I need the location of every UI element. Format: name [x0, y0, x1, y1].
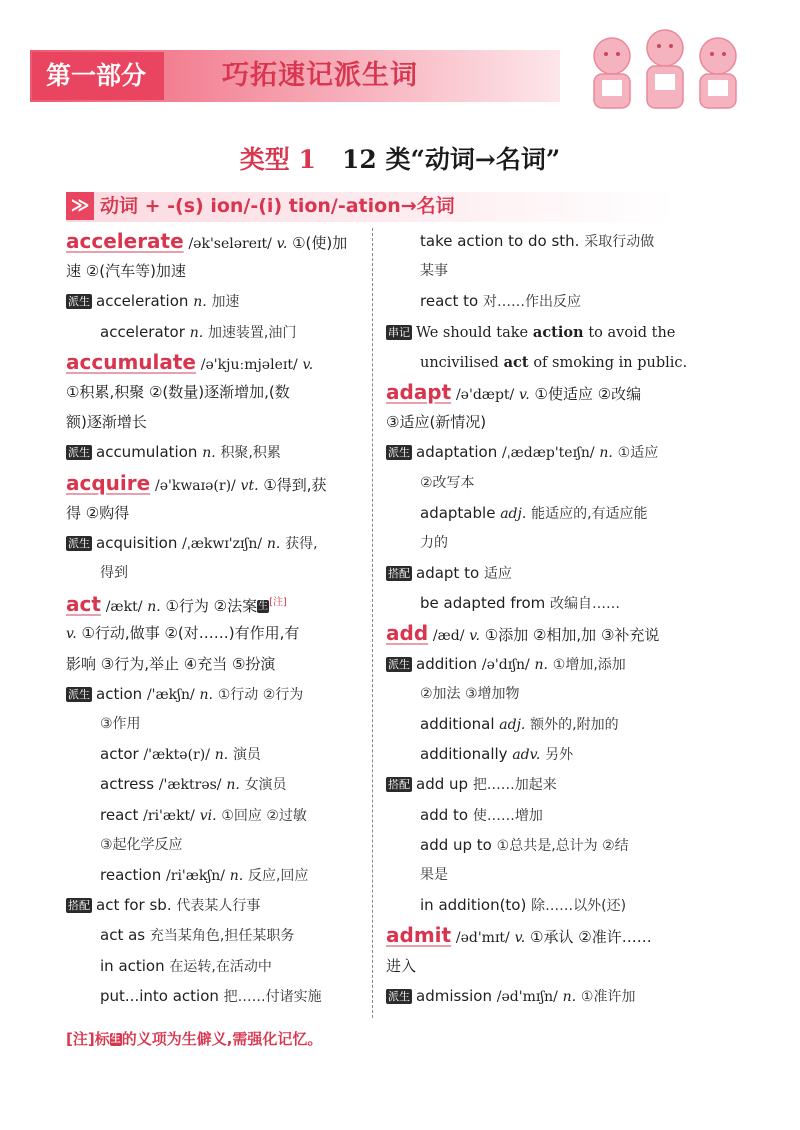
- derivative-meaning: 积聚,积累: [220, 445, 281, 462]
- derivative-word: additionally: [420, 745, 508, 764]
- phrase: in addition(to): [420, 896, 527, 915]
- derivative-line: [66, 739, 368, 769]
- collocation-line: [386, 588, 682, 618]
- subheader-text: 动词 + -(s) ion/-(i) tion/-ation→名词: [100, 195, 455, 217]
- collocation-line: [66, 920, 368, 950]
- derive-tag: 派生: [388, 657, 410, 671]
- sentence-part: uncivilised: [420, 354, 499, 371]
- derivative-word: react: [100, 805, 139, 824]
- type-title: [0, 140, 800, 176]
- phrase-meaning-cont: 某事: [420, 263, 448, 280]
- phonetic: /ə'kwaɪə(r)/: [154, 477, 236, 494]
- entry-headword-line: [66, 347, 368, 377]
- sentence-part: to avoid the: [588, 324, 676, 341]
- part-of-speech: vi.: [199, 807, 217, 824]
- part-of-speech: n.: [266, 535, 281, 552]
- phrase-meaning: 除……以外(还): [531, 898, 627, 915]
- headword: acquire: [66, 470, 151, 495]
- derivative-meaning-cont: ②改写本: [420, 474, 475, 491]
- derivative-meaning: 额外的,附加的: [530, 717, 619, 733]
- phrase-meaning: 把……付诸实施: [223, 988, 322, 1005]
- collocation-line: [66, 951, 368, 981]
- phrase-meaning: 代表某人行事: [176, 898, 261, 915]
- phonetic: /ə'dɪʃn/: [481, 656, 530, 673]
- sentence-part: of smoking in public.: [533, 354, 688, 371]
- definition: ①(使)加: [292, 234, 348, 252]
- derivative-meaning: 另外: [545, 747, 574, 764]
- phonetic: /'æktrəs/: [158, 777, 222, 794]
- phonetic: /ri'ækʃn/: [166, 867, 225, 884]
- derivative-line: [66, 437, 368, 467]
- collocation-line: [386, 800, 682, 830]
- derivative-word: admission: [416, 986, 492, 1005]
- part-of-speech: adj.: [500, 505, 527, 522]
- derivative-line: [66, 679, 368, 709]
- part-of-speech: v.: [469, 628, 480, 645]
- derive-tag: 派生: [68, 687, 90, 701]
- derive-tag: 派生: [388, 989, 410, 1003]
- derivative-meaning-cont: ③起化学反应: [100, 836, 183, 853]
- definition-line: [66, 618, 368, 648]
- right-column: [386, 226, 688, 1011]
- part-of-speech: n.: [202, 445, 216, 462]
- phonetic: /əd'mɪʃn/: [496, 988, 558, 1005]
- phonetic: /'æktə(r)/: [143, 747, 210, 764]
- part-of-speech: n.: [599, 445, 613, 462]
- part-of-speech: n.: [193, 294, 207, 311]
- part-of-speech: n.: [214, 747, 229, 764]
- phrase: in action: [100, 956, 165, 975]
- part-of-speech: v.: [302, 356, 314, 373]
- definition: ①承认 ②准许……: [530, 928, 652, 947]
- collocation-line: [386, 830, 682, 860]
- definition-cont: 得 ②购得: [66, 503, 130, 522]
- rare-meaning-badge: 生: [110, 1034, 121, 1045]
- definition: ①积累,积聚 ②(数量)逐渐增加,(数: [66, 382, 290, 401]
- phrase-meaning: 适应: [483, 566, 512, 583]
- part-of-speech: n.: [229, 867, 244, 884]
- phrase-meaning: ①总共是,总计为 ②结: [496, 837, 629, 854]
- phrase: add up: [416, 775, 469, 794]
- definition-cont: 额)逐渐增长: [66, 413, 147, 432]
- part-of-speech: adj.: [499, 717, 526, 733]
- derivative-line: [66, 860, 368, 890]
- example-sentence-line: [386, 347, 688, 377]
- definition: ①行动,做事 ②(对……)有作用,有: [81, 624, 300, 643]
- left-column: [66, 226, 368, 1011]
- phonetic: /æd/: [432, 628, 465, 645]
- derivative-word: accelerator: [100, 322, 185, 341]
- collocation-tag: 搭配: [68, 899, 90, 913]
- derivative-word: accumulation: [96, 443, 198, 462]
- sentence-keyword: act: [503, 353, 529, 371]
- phrase: put...into action: [100, 986, 219, 1005]
- headword: add: [386, 621, 429, 646]
- phrase: act as: [100, 926, 146, 945]
- phrase-meaning-cont: 果是: [420, 866, 448, 883]
- derivative-line: [386, 709, 682, 739]
- part-of-speech: n.: [534, 656, 548, 673]
- note-tag: 串记: [388, 325, 410, 339]
- collocation-line: [386, 769, 682, 799]
- derive-tag: 派生: [68, 295, 90, 309]
- phrase-meaning: 充当某角色,担任某职务: [149, 928, 295, 945]
- derivative-line: [66, 286, 368, 316]
- part-of-speech: v.: [66, 626, 77, 643]
- part-of-speech: n.: [562, 988, 577, 1005]
- collocation-line: [386, 286, 682, 316]
- phrase: act for sb.: [96, 896, 172, 915]
- sentence-keyword: action: [532, 323, 584, 341]
- phonetic: /əd'mɪt/: [455, 930, 510, 947]
- entry-headword-line: [386, 377, 682, 407]
- derivative-word: acceleration: [96, 292, 189, 311]
- phrase: adapt to: [416, 564, 480, 583]
- cartoon-mascots-illustration: [580, 18, 750, 113]
- definition-cont: 进入: [386, 956, 417, 975]
- definition-cont: 影响 ③行为,举止 ④充当 ⑤扮演: [66, 654, 276, 673]
- footnote-prefix: [注]标: [66, 1030, 110, 1048]
- definition: ①添加 ②相加,加 ③补充说: [484, 626, 660, 645]
- type-number: 类型 1: [239, 145, 316, 174]
- derivative-meaning: 获得,: [285, 535, 318, 552]
- derive-tag: 派生: [68, 536, 90, 550]
- footnote: [66, 1028, 322, 1049]
- part-label: 第一部分: [32, 52, 164, 100]
- phrase: take action to do sth.: [420, 232, 580, 250]
- headword: accelerate: [66, 229, 184, 253]
- phrase: add to: [420, 805, 469, 824]
- phonetic: /ək'seləreɪt/: [188, 236, 272, 252]
- collocation-line: [386, 226, 682, 256]
- derivative-word: addition: [416, 654, 478, 673]
- derive-tag: 派生: [68, 446, 90, 460]
- derivative-line: [386, 437, 682, 467]
- derivative-word: adaptable: [420, 503, 496, 522]
- derivative-meaning-cont: ②加法 ③增加物: [420, 685, 520, 702]
- part-of-speech: v.: [519, 386, 530, 403]
- phonetic: /ˌækwɪ'zɪʃn/: [182, 535, 263, 552]
- collocation-line: [386, 558, 682, 588]
- part-of-speech: v.: [514, 930, 526, 947]
- derivative-meaning: ①行动 ②行为: [217, 686, 304, 703]
- derivative-meaning: ①适应: [617, 445, 659, 462]
- phrase: add up to: [420, 835, 492, 854]
- phonetic: /ə'dæpt/: [455, 386, 515, 403]
- derivative-line: [386, 498, 682, 528]
- derivative-word: adaptation: [416, 443, 498, 462]
- derivative-word: actor: [100, 745, 139, 764]
- definition-cont: 速 ②(汽车等)加速: [66, 262, 186, 281]
- derivative-line: [66, 800, 368, 830]
- collocation-line: [386, 890, 682, 920]
- phrase-meaning: 使……增加: [472, 807, 543, 824]
- phonetic: /ri'ækt/: [143, 807, 195, 824]
- derivative-meaning: 加速: [211, 294, 240, 311]
- definition: ①得到,获: [263, 475, 327, 494]
- entry-headword-line: [66, 588, 368, 618]
- headword: accumulate: [66, 349, 196, 374]
- derivative-meaning: ①准许加: [580, 988, 636, 1005]
- phonetic: /ækt/: [105, 599, 143, 616]
- derivative-word: additional: [420, 715, 495, 733]
- part-title: 巧拓速记派生词: [222, 60, 418, 91]
- derivative-line: [66, 528, 368, 558]
- derivative-word: action: [96, 684, 143, 703]
- sentence-part: We should take: [416, 324, 529, 341]
- derivative-word: acquisition: [96, 533, 178, 552]
- phonetic: /ə'kjuːmjəleɪt/: [200, 356, 298, 373]
- headword: adapt: [386, 379, 452, 404]
- definition: ①行为 ②法案: [165, 597, 258, 616]
- phrase: be adapted from: [420, 594, 546, 613]
- collocation-tag: 搭配: [388, 567, 410, 581]
- column-divider: [372, 228, 373, 1018]
- definition-cont: ③适应(新情况): [386, 413, 487, 432]
- derivative-word: actress: [100, 775, 155, 794]
- derivative-line: [66, 769, 368, 799]
- rare-meaning-badge: 生: [258, 601, 269, 613]
- collocation-tag: 搭配: [388, 778, 410, 792]
- derivative-meaning-cont: ③作用: [100, 716, 141, 732]
- type-main: 12 类“动词→名词”: [342, 145, 561, 174]
- derivative-line: [66, 317, 368, 347]
- phonetic: /ˌædæp'teɪʃn/: [502, 445, 595, 462]
- part-of-speech: n.: [199, 686, 213, 703]
- derivative-meaning-cont: 力的: [420, 534, 448, 551]
- entry-headword-line: [66, 468, 368, 498]
- entry-headword-line: [66, 226, 368, 256]
- part-of-speech: v.: [276, 236, 288, 252]
- phrase-meaning: 对……作出反应: [483, 294, 581, 311]
- part-of-speech: adv.: [512, 747, 541, 764]
- phrase-meaning: 改编自……: [550, 596, 621, 613]
- part-of-speech: vt.: [240, 477, 259, 494]
- derivative-word: reaction: [100, 865, 162, 884]
- derivative-meaning: 加速装置,油门: [207, 324, 297, 341]
- derivative-meaning-cont: 得到: [100, 565, 128, 582]
- derivative-line: [386, 981, 682, 1011]
- example-sentence-line: [386, 317, 682, 347]
- definition: ①使适应 ②改编: [534, 384, 642, 403]
- note-mark: [注]: [269, 597, 287, 609]
- headword: act: [66, 592, 101, 617]
- double-chevron-icon: ≫: [66, 192, 94, 220]
- derive-tag: 派生: [388, 446, 410, 460]
- derivative-meaning: 女演员: [244, 777, 287, 794]
- phrase-meaning: 把……加起来: [472, 777, 557, 794]
- derivative-meaning: 演员: [232, 747, 261, 764]
- phonetic: /'ækʃn/: [146, 686, 195, 703]
- entry-headword-line: [386, 920, 682, 950]
- part-of-speech: n.: [147, 599, 161, 616]
- entry-headword-line: [386, 618, 682, 648]
- derivative-meaning: ①增加,添加: [552, 656, 626, 673]
- footnote-text: 的义项为生僻义,需强化记忆。: [121, 1030, 323, 1048]
- collocation-line: [66, 890, 368, 920]
- part-of-speech: n.: [189, 324, 204, 341]
- derivative-line: [386, 739, 682, 769]
- derivative-meaning: 能适应的,有适应能: [531, 505, 648, 522]
- derivative-meaning: 反应,回应: [247, 867, 309, 884]
- phrase-meaning: 采取行动做: [584, 234, 655, 250]
- phrase-meaning: 在运转,在活动中: [169, 958, 272, 975]
- collocation-line: [66, 981, 368, 1011]
- headword: admit: [386, 923, 452, 948]
- phrase: react to: [420, 292, 479, 311]
- derivative-line: [386, 649, 682, 679]
- derivative-meaning: ①回应 ②过敏: [221, 807, 307, 824]
- part-of-speech: n.: [226, 777, 240, 794]
